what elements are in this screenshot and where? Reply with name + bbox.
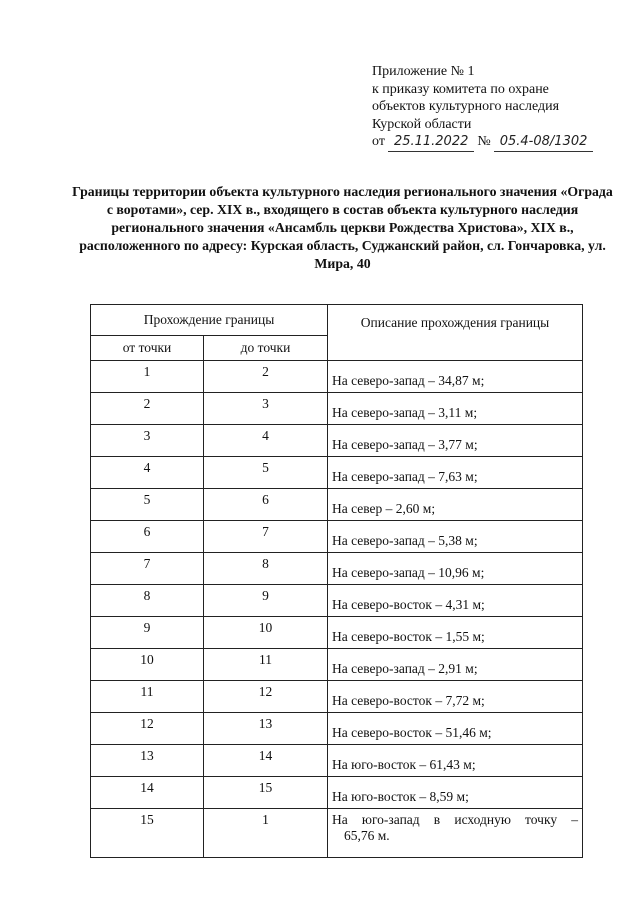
- description-cell: На северо-запад – 3,77 м;: [328, 425, 583, 457]
- appendix-header: [372, 63, 596, 152]
- to-point-cell: 1: [204, 809, 328, 858]
- from-point-cell: 13: [91, 745, 204, 777]
- from-point-cell: 6: [91, 521, 204, 553]
- boundary-table: [90, 304, 583, 858]
- appendix-order-line: к приказу комитета по охране: [372, 81, 549, 97]
- to-point-cell: 6: [204, 489, 328, 521]
- description-cell: На юго-восток – 8,59 м;: [328, 777, 583, 809]
- to-point-cell: 5: [204, 457, 328, 489]
- description-cell: На северо-запад – 2,91 м;: [328, 649, 583, 681]
- to-point-cell: 13: [204, 713, 328, 745]
- header-description: Описание прохождения границы: [328, 305, 583, 361]
- description-line: 65,76 м.: [344, 828, 390, 843]
- from-point-cell: 7: [91, 553, 204, 585]
- appendix-number: Приложение № 1: [372, 64, 475, 79]
- to-point-cell: 14: [204, 745, 328, 777]
- description-cell: На северо-запад – 5,38 м;: [328, 521, 583, 553]
- table-row: [91, 713, 583, 745]
- description-cell: На юго-восток – 61,43 м;: [328, 745, 583, 777]
- description-cell: На северо-запад – 34,87 м;: [328, 361, 583, 393]
- to-point-cell: 2: [204, 361, 328, 393]
- from-point-cell: 12: [91, 713, 204, 745]
- description-cell: На северо-восток – 7,72 м;: [328, 681, 583, 713]
- table-row: [91, 425, 583, 457]
- table-row: [91, 745, 583, 777]
- table-row: [91, 809, 583, 858]
- table-row: [91, 489, 583, 521]
- from-point-cell: 9: [91, 617, 204, 649]
- appendix-region-line: Курской области: [372, 116, 472, 132]
- from-point-cell: 1: [91, 361, 204, 393]
- from-point-cell: 8: [91, 585, 204, 617]
- table-row: [91, 361, 583, 393]
- to-point-cell: 12: [204, 681, 328, 713]
- description-cell: [328, 809, 583, 858]
- from-point-cell: 2: [91, 393, 204, 425]
- from-point-cell: 4: [91, 457, 204, 489]
- description-cell: На северо-запад – 10,96 м;: [328, 553, 583, 585]
- to-point-cell: 10: [204, 617, 328, 649]
- description-cell: На север – 2,60 м;: [328, 489, 583, 521]
- header-to-point: до точки: [204, 336, 328, 361]
- description-cell: На северо-восток – 1,55 м;: [328, 617, 583, 649]
- table-row: [91, 457, 583, 489]
- description-line: На юго-запад в исходную точку –: [332, 812, 578, 827]
- description-cell: На северо-запад – 3,11 м;: [328, 393, 583, 425]
- order-date-line: [372, 133, 596, 152]
- table-row: [91, 777, 583, 809]
- table-row: [91, 553, 583, 585]
- table-row: [91, 585, 583, 617]
- to-point-cell: 7: [204, 521, 328, 553]
- to-point-cell: 3: [204, 393, 328, 425]
- to-point-cell: 4: [204, 425, 328, 457]
- from-point-cell: 5: [91, 489, 204, 521]
- description-cell: На северо-запад – 7,63 м;: [328, 457, 583, 489]
- from-point-cell: 14: [91, 777, 204, 809]
- from-point-cell: 3: [91, 425, 204, 457]
- to-point-cell: 15: [204, 777, 328, 809]
- document-title: Границы территории объекта культурного наследия регионального значения «Ограда с воротами», сер. XIX в., входящего в состав объекта культурного наследия регионального значения «Ансамбль церкви Рождества Христова», XIX в., расположенного по адресу: Курская область, Суджанский район, сл. Гончаровка, ул. Мира, 40: [72, 184, 613, 271]
- order-number: 05.4-08/1302: [494, 133, 594, 152]
- description-cell: На северо-восток – 4,31 м;: [328, 585, 583, 617]
- table-row: [91, 649, 583, 681]
- header-from-point: от точки: [91, 336, 204, 361]
- table-row: [91, 521, 583, 553]
- from-point-cell: 15: [91, 809, 204, 858]
- date-prefix: от: [372, 134, 385, 149]
- to-point-cell: 8: [204, 553, 328, 585]
- to-point-cell: 11: [204, 649, 328, 681]
- description-cell: На северо-восток – 51,46 м;: [328, 713, 583, 745]
- order-date: 25.11.2022: [388, 133, 474, 152]
- table-row: [91, 681, 583, 713]
- from-point-cell: 10: [91, 649, 204, 681]
- to-point-cell: 9: [204, 585, 328, 617]
- from-point-cell: 11: [91, 681, 204, 713]
- number-prefix: №: [477, 134, 491, 149]
- appendix-committee-line: объектов культурного наследия: [372, 99, 560, 114]
- table-row: [91, 393, 583, 425]
- table-row: [91, 617, 583, 649]
- header-boundary-passage: Прохождение границы: [91, 305, 328, 336]
